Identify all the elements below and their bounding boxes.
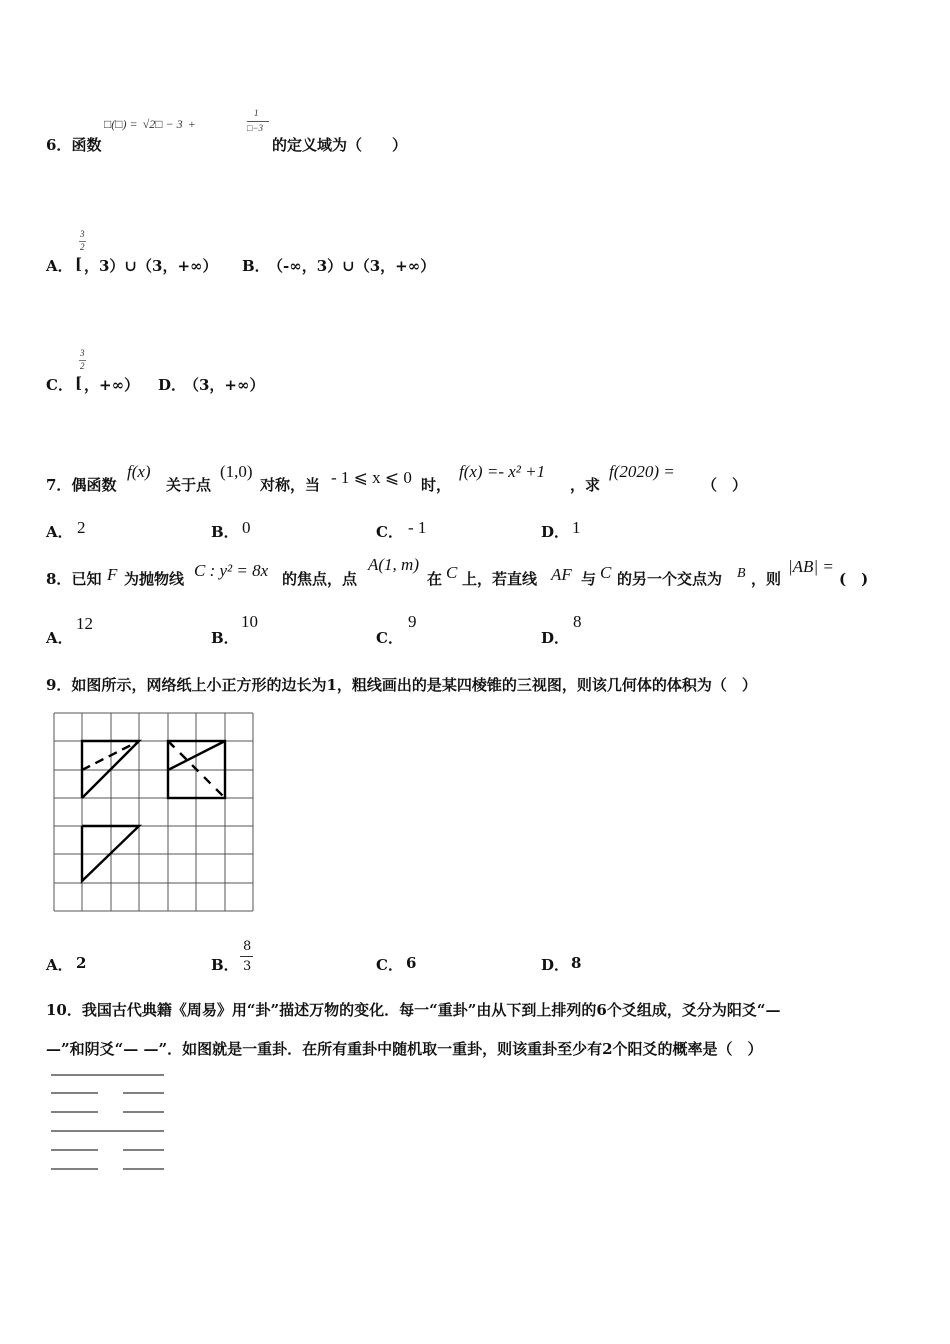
q6-option-a-frac-num: 3 [80, 229, 85, 239]
q6-formula-denominator: □−3 [247, 123, 264, 133]
q6-option-b-text[interactable]: （-∞，3）∪（3，+∞） [268, 257, 436, 275]
q6-option-a-text[interactable]: ，3）∪（3，+∞） [84, 257, 218, 275]
q10-stem-line-1: 10．我国古代典籍《周易》用“卦”描述万物的变化．每一“重卦”由从下到上排列的6个爻组成，爻分为阳爻“— [46, 1001, 781, 1019]
q8-option-c-value[interactable]: 9 [408, 612, 417, 631]
q6-option-a-label[interactable]: A． [46, 257, 73, 275]
q8-other-text: 的另一个交点为 [617, 570, 723, 588]
q6-option-d-text[interactable]: （3，+∞） [184, 376, 265, 394]
q6-option-d-label[interactable]: D． [158, 376, 187, 394]
q8-parabola-text: 为抛物线 [124, 570, 185, 588]
q9-stem: 9．如图所示，网络纸上小正方形的边长为1，粗线画出的是某四棱锥的三视图，则该几何体的体积为（ ） [46, 676, 757, 694]
q9-option-b-label[interactable]: B． [211, 956, 239, 974]
q8-option-a-label[interactable]: A． [46, 629, 73, 647]
q7-ask: ，求 [570, 476, 601, 494]
q8-AB: |AB| = [788, 557, 834, 576]
q6-option-a-frac-den: 2 [80, 242, 85, 252]
q8-equation: C : y² = 8x [194, 561, 269, 580]
q7-option-d-value[interactable]: 1 [572, 518, 581, 537]
q8-B: B [737, 566, 746, 581]
q8-F: F [107, 565, 118, 584]
q8-answer-paren: ( ) [839, 570, 869, 588]
q7-option-b-label[interactable]: B． [211, 523, 239, 541]
q10-hexagram-figure [50, 1068, 166, 1174]
q6-formula-fx: □(□) = [104, 117, 138, 131]
q8-option-d-label[interactable]: D． [541, 629, 570, 647]
q7-target: f(2020) = [609, 462, 675, 481]
q8-option-a-value[interactable]: 12 [76, 614, 93, 633]
q8-C-1: C [446, 563, 458, 582]
q6-option-b-label[interactable]: B． [242, 257, 270, 275]
q7-option-b-value[interactable]: 0 [242, 518, 251, 537]
q6-formula-sqrt: √2□ − 3 [142, 117, 183, 131]
q8-number: 8． [46, 570, 72, 588]
q8-option-b-value[interactable]: 10 [241, 612, 258, 631]
q9-option-c-value[interactable]: 6 [406, 954, 417, 972]
q9-option-b-denominator[interactable]: 3 [243, 959, 252, 974]
q6-stem [46, 134, 101, 155]
q8-option-c-label[interactable]: C． [376, 629, 403, 647]
q7-range: - 1 ⩽ x ⩽ 0 [331, 468, 412, 487]
q8-option-d-value[interactable]: 8 [573, 612, 582, 631]
q7-answer-paren: （ ） [702, 476, 748, 494]
q6-option-c-text[interactable]: ，+∞） [84, 376, 140, 394]
q7-definition: f(x) =- x² +1 [459, 462, 546, 481]
q9-option-c-label[interactable]: C． [376, 956, 403, 974]
q8-line-text: 上，若直线 [462, 570, 538, 588]
q6-option-c-bracket: [ [75, 374, 83, 392]
q7-point: (1,0) [220, 462, 253, 481]
q6-option-c-frac-num: 3 [80, 348, 85, 358]
q8-C-2: C [600, 563, 612, 582]
q6-formula-fraction-bar [247, 121, 269, 122]
q9-option-b-fraction-bar [240, 956, 253, 957]
q7-option-c-label[interactable]: C． [376, 523, 403, 541]
q6-stem-tail: 的定义域为（ ） [272, 136, 408, 154]
q7-number: 7． [46, 476, 72, 494]
q8-stem-start [46, 568, 101, 589]
q6-number: 6． [46, 136, 72, 154]
q7-option-a-label[interactable]: A． [46, 523, 73, 541]
q8-AF: AF [551, 565, 572, 584]
q8-with: 与 [581, 570, 597, 588]
q6-option-a-bracket: [ [75, 255, 83, 273]
q9-option-d-label[interactable]: D． [541, 956, 570, 974]
q9-option-a-label[interactable]: A． [46, 956, 73, 974]
q8-focus-text: 的焦点，点 [282, 570, 358, 588]
q7-stem-start [46, 474, 116, 495]
q7-when: 时， [421, 476, 452, 494]
q8-then: ，则 [751, 570, 782, 588]
q6-formula-plus: + [187, 117, 196, 131]
q7-option-c-value[interactable]: - 1 [408, 518, 427, 537]
q8-on: 在 [427, 570, 443, 588]
q7-point-text: 关于点 [166, 476, 212, 494]
q9-option-b-numerator[interactable]: 8 [243, 939, 252, 954]
q8-point-A: A(1, m) [368, 555, 419, 574]
q6-option-c-frac-den: 2 [80, 361, 85, 371]
q7-fx: f(x) [127, 462, 151, 481]
q7-sym-text: 对称，当 [260, 476, 321, 494]
q9-three-view-figure [54, 713, 254, 911]
q7-lead: 偶函数 [71, 476, 117, 494]
q10-stem-line-2: —”和阴爻“— —”．如图就是一重卦．在所有重卦中随机取一重卦，则该重卦至少有2个阳爻的概率是（ ） [46, 1040, 763, 1058]
q7-option-a-value[interactable]: 2 [77, 518, 86, 537]
q7-option-d-label[interactable]: D． [541, 523, 570, 541]
q8-option-b-label[interactable]: B． [211, 629, 239, 647]
q6-option-c-label[interactable]: C． [46, 376, 73, 394]
q6-formula-numerator: 1 [254, 108, 259, 118]
q9-option-d-value[interactable]: 8 [571, 954, 582, 972]
q6-lead: 函数 [71, 136, 102, 154]
q8-lead: 已知 [71, 570, 102, 588]
q9-option-a-value[interactable]: 2 [76, 954, 87, 972]
q6-formula [104, 113, 196, 132]
